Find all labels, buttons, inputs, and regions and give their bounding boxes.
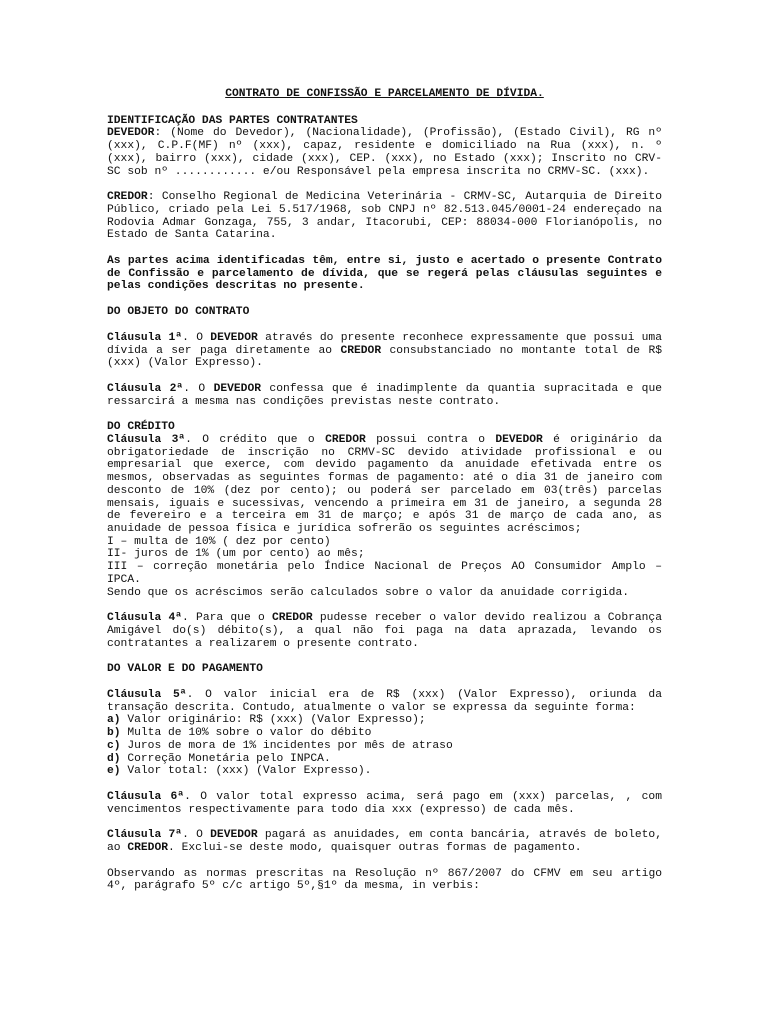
acrescimo-item-1: I – multa de 10% ( dez por cento): [107, 535, 331, 548]
valor-item-d: [107, 753, 662, 766]
clausula-7-text-c: . Exclui-se deste modo, quaisquer outras formas de pagamento.: [168, 842, 582, 855]
clausula-5-text: . O valor inicial era de R$ (xxx) (Valor Expresso), oriunda da transação descrita. Contudo, atualmente o valor se expressa da seguinte forma:: [107, 689, 662, 714]
valor-item-d-letter: d): [107, 752, 121, 765]
clausula-3-credor: CREDOR: [325, 434, 366, 447]
clausula-4-text-b: pudesse receber o valor devido realizou a Cobrança Amigável do(s) débito(s), a qual não foi paga na data aprazada, levando os contratantes a realizarem o presente contrato.: [107, 612, 662, 650]
valor-item-a-text: Valor originário: R$ (xxx) (Valor Expresso);: [120, 714, 426, 727]
clausula-2-devedor: DEVEDOR: [213, 382, 262, 395]
clausula-2-text-b: confessa que é inadimplente da quantia supracitada e que ressarcirá a mesma nas condições previstas neste contrato.: [107, 382, 663, 408]
credor-label: CREDOR: [107, 191, 148, 204]
clausula-1-credor: CREDOR: [340, 344, 382, 357]
credor-text: : Conselho Regional de Medicina Veterinária - CRMV-SC, Autarquia de Direito Público, criado pela Lei 5.517/1968, sob CNPJ nº 82.513.045/0001-24 endereçado na Rodovia Admar Gonzaga, 755, 3 andar, Itacorubi, CEP: 88034-000 Florianópolis, no Estado de Santa Catarina.: [107, 191, 662, 242]
credor-paragraph: [107, 191, 662, 242]
devedor-label: DEVEDOR: [107, 127, 155, 140]
clausula-1-text-a: . O: [182, 331, 211, 344]
section-heading-credito: DO CRÉDITO: [107, 421, 175, 434]
clausula-3: [107, 434, 662, 536]
section-heading-identificacao: IDENTIFICAÇÃO DAS PARTES CONTRATANTES: [107, 114, 358, 127]
document-title: CONTRATO DE CONFISSÃO E PARCELAMENTO DE DÍVIDA.: [225, 88, 544, 100]
valor-item-c-text: Juros de mora de 1% incidentes por mês de atraso: [120, 739, 453, 752]
clausula-1-text-b: através do presente reconhece expressamente que possui uma dívida a ser paga diretamente ao: [107, 331, 662, 357]
valor-item-e-letter: e): [107, 765, 121, 778]
devedor-text: : (Nome do Devedor), (Nacionalidade), (Profissão), (Estado Civil), RG nº (xxx), C.P.F(MF) nº (xxx), capaz, residente e domiciliado na Rua (xxx), n. º (xxx), bairro (xxx), cidade (xxx), CEP. (xxx), no Estado (xxx); Inscrito no CRV-SC sob nº ............ e/ou Responsável pela empresa inscrita no CRMV-SC. (xxx).: [107, 127, 662, 178]
clausula-1-text-c: consubstanciado no montante total de R$ (xxx) (Valor Expresso).: [107, 344, 663, 370]
clausula-3-text-a: . O crédito que o: [185, 434, 326, 447]
acrescimo-item-3: III – correção monetária pelo Índice Nacional de Preços AO Consumidor Amplo – IPCA.: [107, 561, 662, 586]
clausula-7-text-a: . O: [182, 829, 211, 842]
devedor-paragraph: [107, 127, 662, 178]
valor-item-b-letter: b): [107, 727, 121, 740]
acrescimo-item-2: II- juros de 1% (um por cento) ao mês;: [107, 548, 365, 561]
valor-item-c-letter: c): [107, 739, 121, 752]
section-heading-objeto: DO OBJETO DO CONTRATO: [107, 306, 250, 319]
clausula-7-devedor: DEVEDOR: [210, 829, 258, 842]
clausula-2-text-a: . O: [183, 382, 214, 395]
clausula-3-devedor: DEVEDOR: [495, 434, 543, 447]
clausula-3-text-b: possui contra o: [365, 434, 496, 447]
valor-item-e: [107, 765, 662, 778]
clausula-1: [107, 332, 662, 370]
valor-item-b-text: Multa de 10% sobre o valor do débito: [120, 727, 372, 740]
clausula-1-devedor: DEVEDOR: [210, 331, 258, 344]
clausula-6-text: . O valor total expresso acima, será pago em (xxx) parcelas, , com vencimentos respectivamente para todo dia xxx (expresso) de cada mês.: [107, 790, 662, 816]
clausula-3-text-c: é originário da obrigatoriedade de inscrição no CRMV-SC devido atividade profissional e ou empresarial que exerce, com devido pagamento da anuidade efetivada entre os mesmos, observadas as seguintes formas de pagamento: até o dia 31 de janeiro com desconto de 10% (dez por cento); ou poderá ser parcelado em 03(três) parcelas mensais, iguais e sucessivas, vencendo a primeira em 31 de janeiro, a segunda 28 de fevereiro e a terceira em 31 de março; e após 31 de março de cada ano, as anuidade de pessoa física e jurídica sofrerão os seguintes acréscimos;: [107, 434, 662, 535]
valor-item-b: [107, 727, 662, 740]
contract-document: [107, 88, 662, 893]
valor-item-d-text: Correção Monetária pelo INPCA.: [120, 752, 331, 765]
clausula-5-label: Cláusula 5ª: [107, 689, 187, 702]
clausula-4: [107, 612, 662, 650]
valor-item-a-letter: a): [107, 714, 121, 727]
clausula-7-credor: CREDOR: [127, 842, 169, 855]
valor-item-c: [107, 740, 662, 753]
acordo-text: As partes acima identificadas têm, entre si, justo e acertado o presente Contrato de Confissão e parcelamento de dívida, que se regerá pelas cláusulas seguintes e pelas condições descritas no presente.: [107, 255, 662, 293]
acordo-paragraph: [107, 255, 662, 293]
section-heading-valor: DO VALOR E DO PAGAMENTO: [107, 663, 263, 676]
clausula-7-label: Cláusula 7ª: [107, 829, 183, 842]
clausula-2: [107, 383, 662, 408]
clausula-7-text-b: pagará as anuidades, em conta bancária, através de boleto, ao: [107, 829, 662, 855]
clausula-4-credor: CREDOR: [271, 612, 313, 625]
clausula-1-label: Cláusula 1ª: [107, 331, 183, 344]
final-paragraph: Observando as normas prescritas na Resolução nº 867/2007 do CFMV em seu artigo 4º, parágrafo 5º c/c artigo 5º,§1º da mesma, in verbis:: [107, 867, 662, 893]
valor-item-e-text: Valor total: (xxx) (Valor Expresso).: [120, 765, 372, 778]
clausula-5: [107, 689, 662, 714]
clausula-6: [107, 791, 662, 816]
clausula-3-end: Sendo que os acréscimos serão calculados sobre o valor da anuidade corrigida.: [107, 586, 630, 599]
clausula-3-label: Cláusula 3ª: [107, 434, 186, 447]
clausula-4-label: Cláusula 4ª: [107, 612, 183, 625]
clausula-2-label: Cláusula 2ª: [107, 382, 184, 395]
clausula-4-text-a: . Para que o: [182, 612, 272, 625]
clausula-7: [107, 829, 662, 854]
clausula-6-label: Cláusula 6ª: [107, 790, 185, 803]
valor-item-a: [107, 714, 662, 727]
